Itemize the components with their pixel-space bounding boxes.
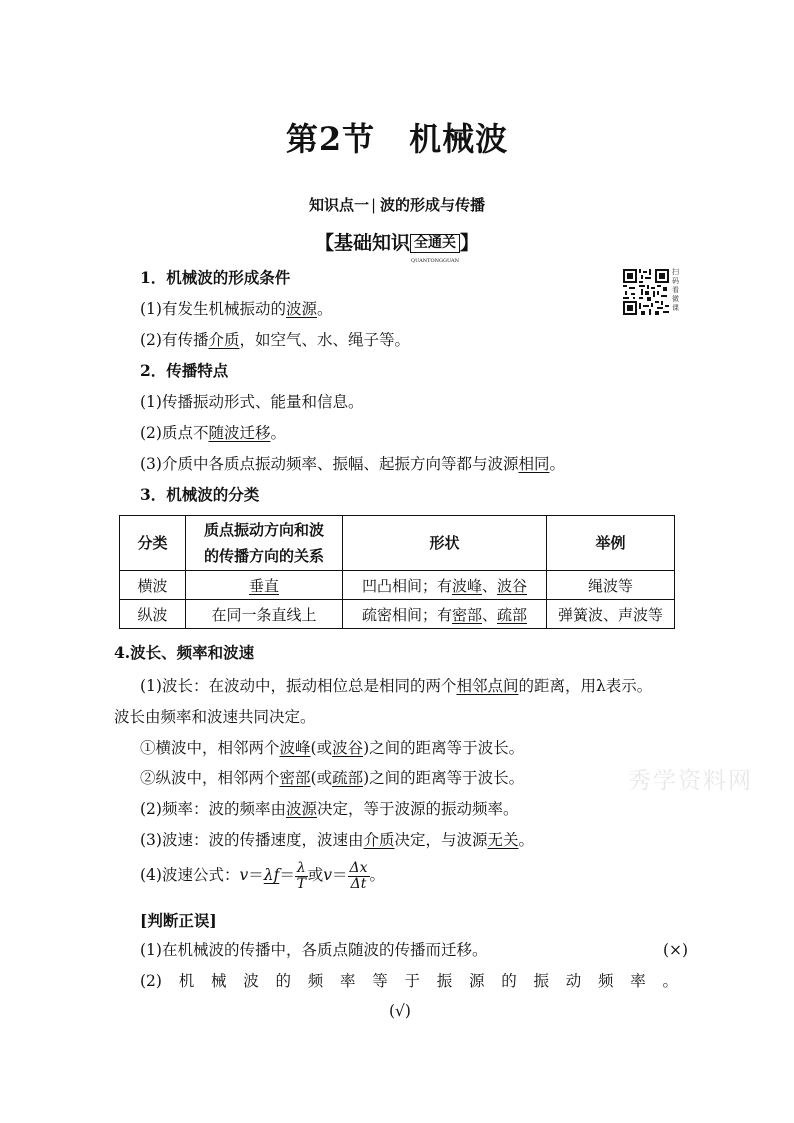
judge-2-char: 械 [210,972,227,990]
s4-wavelength-cont: 波长由频率和波速共同决定。 [114,708,316,726]
underlined-answer: 波谷 [332,739,364,757]
text: ①横波中，相邻两个 [140,739,280,757]
math-eq: ＝ [248,866,264,884]
text: 决定，与波源 [394,831,488,849]
underlined-answer: 波峰 [451,576,482,595]
underlined-answer: 相同 [518,455,550,473]
underlined-answer: 疏部 [332,769,364,787]
table-header-row [120,516,675,571]
s4-formula [140,858,385,892]
text: 的距离，用λ表示。 [518,677,653,695]
table-cell: 在同一条直线上 [186,600,343,629]
underlined-answer: 波峰 [279,739,311,757]
s1-heading: 1．机械波的形成条件 [140,268,291,287]
math-eq: ＝ [279,866,295,884]
text: (2)频率：波的频率由 [140,800,286,818]
underlined-answer: 无关 [487,831,519,849]
text: 决定，等于波源的振动频率。 [316,800,519,818]
s2-line3 [140,454,565,474]
page-title [0,114,794,160]
text: (2)质点不 [140,424,209,442]
judge-2-char: 源 [468,972,485,990]
banner-box-text: 全通关 [414,235,456,251]
text: 或 [307,866,324,884]
s4-frequency [140,799,519,819]
fraction-lambda-T [295,861,308,892]
s4-heading: 4.波长、频率和波速 [114,643,255,662]
table-cell [343,600,547,629]
title-topic: 机械波 [409,120,509,158]
bracket-close: 】 [460,232,480,254]
judge-2-char: 于 [404,972,420,990]
underlined-answer: 相邻点间 [456,677,519,695]
title-section: 第2节 [285,120,376,158]
judge-2-char: 的 [501,972,517,990]
judge-2-char: 等 [372,972,388,990]
judge-2-char: 率 [630,972,646,990]
text: (2)有传播 [140,331,209,349]
header-line: 质点振动方向和波 [203,521,324,539]
s1-line2 [140,330,410,350]
kp-topic: 波的形成与传播 [380,196,486,214]
text: 。 [316,300,333,318]
judge-2-char: 。 [662,972,678,990]
judge-2-char: 动 [565,972,582,990]
underlined-answer: 波谷 [497,576,528,595]
text: (3)波速：波的传播速度，波速由 [140,831,364,849]
text: ②纵波中，相邻两个 [140,769,280,787]
table-cell: 横波 [120,571,186,600]
banner-text: 基础知识 [333,232,410,254]
s2-heading: 2．传播特点 [140,361,229,380]
s4-speed [140,830,534,850]
judge-2-char: 机 [178,972,195,990]
underlined-answer: 波源 [285,300,317,318]
table-row [120,600,675,629]
judge-2-char: 振 [436,972,453,990]
judge-heading: [判断正误] [140,911,217,930]
text: (1)有发生机械振动的 [140,300,286,318]
text: 。 [549,455,565,473]
underlined-answer: 波源 [285,800,317,818]
numerator: λ [296,859,306,876]
s2-line2 [140,423,286,443]
kp-label: 知识点一 [308,196,369,214]
judge-2-char: 率 [339,972,356,990]
underlined-answer: 疏部 [497,605,528,624]
math-v: v [323,866,332,884]
qr-note: 扫码看微课 [672,268,679,312]
text: 。 [518,831,535,849]
judge-2-mark: (√) [389,1002,411,1020]
s4-longitudinal [140,768,524,788]
text: (3)介质中各质点振动频率、振幅、起振方向等都与波源 [140,455,519,473]
banner-box-sub: QUANTONGGUAN [411,258,459,264]
text: ，如空气、水、绳子等。 [239,331,410,349]
table-cell: 绳波等 [547,571,675,600]
wave-classification-table [119,515,675,629]
judge-2-char: (2) [140,972,162,990]
judge-2-char: 的 [275,972,291,990]
underlined-answer: 介质 [363,831,395,849]
table-row [120,571,675,600]
text: )之间的距离等于波长。 [363,739,525,757]
underlined-answer: 密部 [451,605,482,624]
knowledge-point-heading [0,194,794,215]
text: (或 [310,769,333,787]
text: (4)波速公式： [140,866,240,884]
math-eq: ＝ [331,866,348,884]
table-cell: 弹簧波、声波等 [547,600,675,629]
section-banner [0,228,794,264]
bracket-open: 【 [314,232,334,254]
judge-2-char: 频 [597,972,614,990]
header-cell: 形状 [343,516,547,571]
underlined-answer: 密部 [279,769,311,787]
kp-divider: | [370,196,377,214]
text: 。 [369,866,386,884]
text: (或 [310,739,333,757]
text: 凹凸相间；有 [361,576,452,595]
text: 疏密相间；有 [361,605,452,624]
judge-2-char: 波 [243,972,259,990]
s1-line1 [140,299,333,319]
table-cell [343,571,547,600]
underlined-answer: 垂直 [248,576,279,595]
text: 。 [270,424,286,442]
underlined-answer: λf [263,866,280,884]
text: 、 [482,605,498,624]
judge-1: (1)在机械波的传播中，各质点随波的传播而迁移。 [140,941,488,959]
s3-heading: 3．机械波的分类 [140,485,260,504]
banner-box [410,234,460,264]
watermark: 秀学资料网 [628,768,753,794]
header-cell: 分类 [120,516,186,571]
table-cell: 纵波 [120,600,186,629]
judge-1-mark: (×) [663,941,689,959]
s4-transverse [140,738,524,758]
s2-line1: (1)传播振动形式、能量和信息。 [140,393,364,411]
header-cell: 举例 [547,516,675,571]
math-v: v [239,866,249,884]
judge-2-char: 振 [533,972,549,990]
denominator: T [296,875,306,892]
fraction-dx-dt [348,861,370,892]
text: )之间的距离等于波长。 [363,769,525,787]
text: 、 [482,576,498,595]
denominator: Δt [350,875,367,892]
underlined-answer: 介质 [208,331,240,349]
s4-wavelength [140,676,652,696]
qr-code-icon[interactable] [623,269,669,315]
table-cell [186,571,343,600]
header-cell [186,516,343,571]
judge-2 [140,971,678,991]
header-line: 的传播方向的关系 [203,547,324,565]
judge-2-char: 频 [307,972,324,990]
numerator: Δx [349,859,368,876]
underlined-answer: 随波迁移 [208,424,271,442]
text: (1)波长：在波动中，振动相位总是相同的两个 [140,677,457,695]
